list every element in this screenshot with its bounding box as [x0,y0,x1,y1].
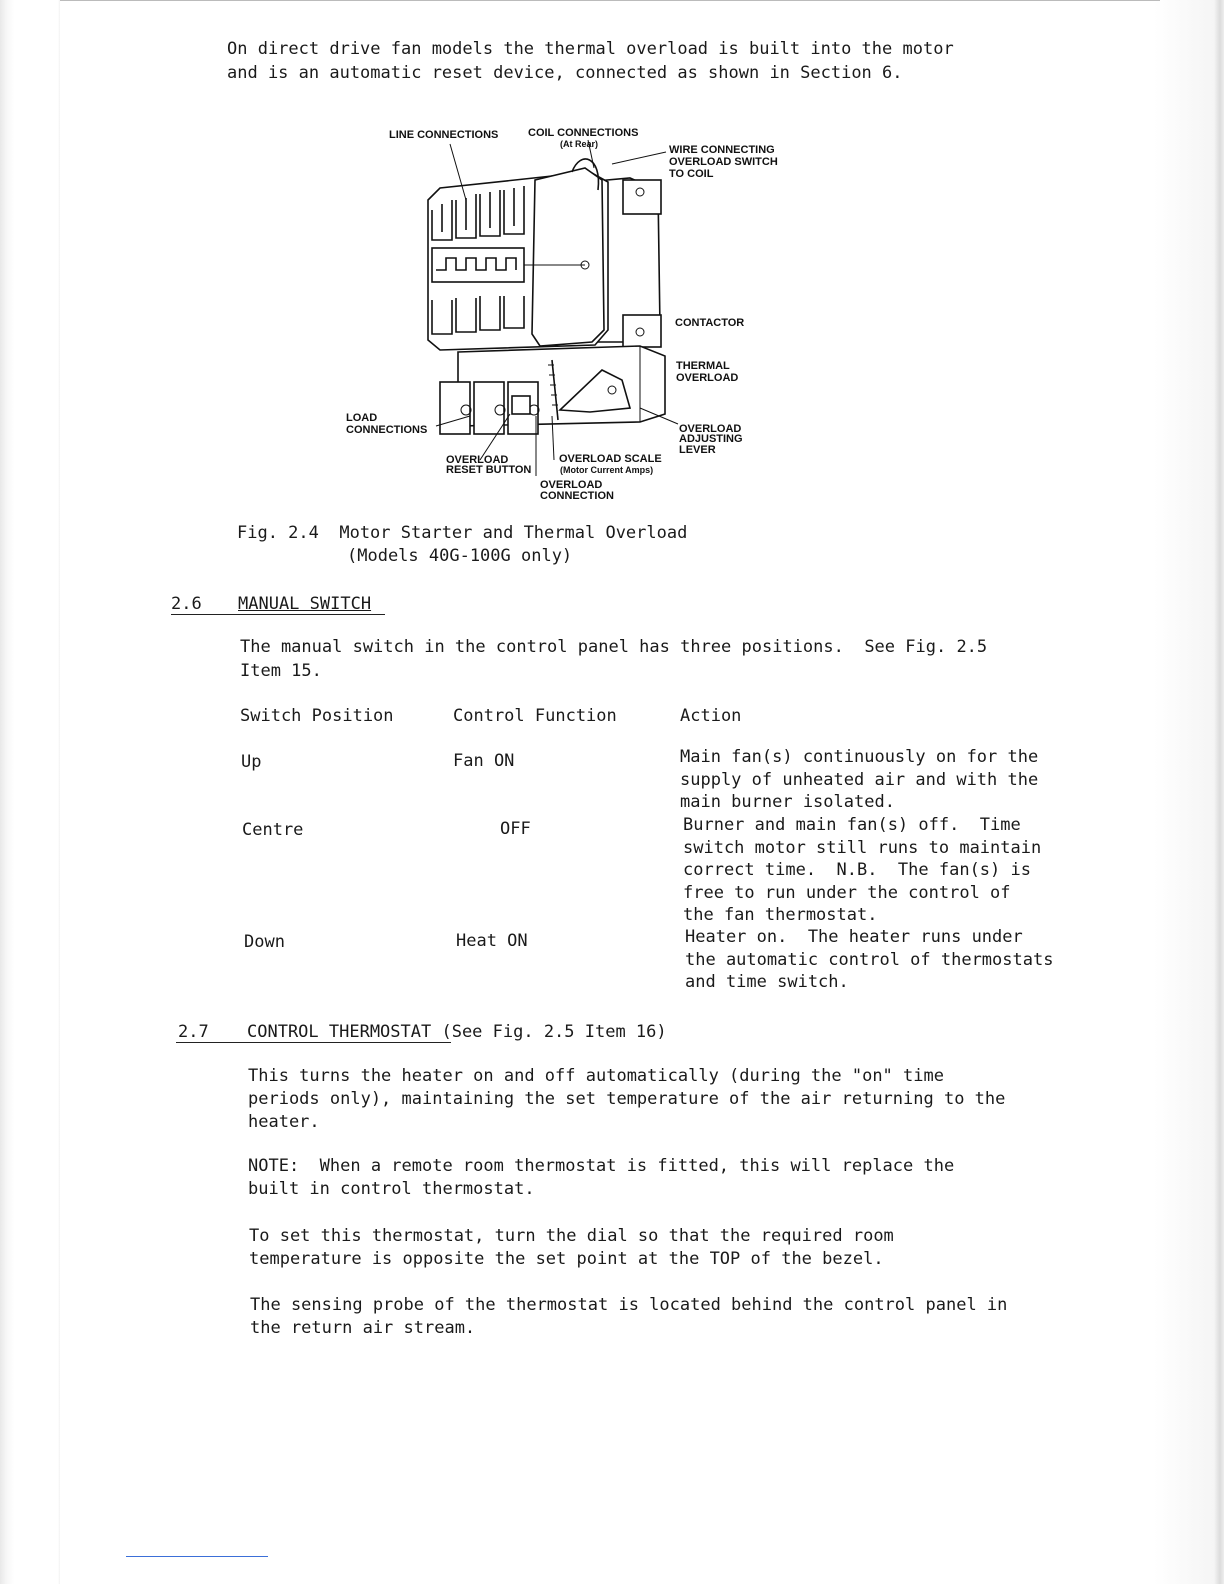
scan-top-edge [60,0,1160,1]
section-2-6-number: 2.6 [171,594,202,614]
label-wire-connecting-3: TO COIL [669,168,714,180]
intro-line-1: On direct drive fan models the thermal overload is built into the motor [227,39,954,59]
label-wire-connecting-2: OVERLOAD SWITCH [669,156,778,168]
label-overload-scale: OVERLOAD SCALE [559,453,662,465]
label-load-2: CONNECTIONS [346,424,428,436]
label-overload-scale-sub: (Motor Current Amps) [560,465,654,475]
table-row-down-position: Down [244,932,285,952]
figure-caption-line-1: Fig. 2.4 Motor Starter and Thermal Overload [237,523,688,543]
scan-left-edge [0,0,60,1584]
bottom-edge-mark [126,1556,268,1557]
table-row-up-function: Fan ON [453,751,515,771]
table-row-centre-function: OFF [500,819,531,839]
section-2-7-number: 2.7 [178,1022,209,1042]
label-contactor: CONTACTOR [675,317,745,329]
label-line-connections: LINE CONNECTIONS [389,129,499,141]
table-row-centre-position: Centre [242,820,304,840]
table-row-down-action: Heater on. The heater runs under the automatic control of thermostats and time switch. [685,927,1054,992]
label-load-1: LOAD [346,412,378,424]
label-coil-connections-sub: (At Rear) [560,139,599,149]
coil-cover [532,168,604,346]
section-2-7-title: CONTROL THERMOSTAT [247,1022,432,1042]
label-coil-connections: COIL CONNECTIONS [528,127,639,139]
section-2-6-rule [171,614,385,615]
label-lever-1: OVERLOAD [679,423,742,435]
section-2-7-para-3: The sensing probe of the thermostat is located behind the control panel in the return air stream. [250,1295,1008,1338]
label-thermal-1: THERMAL [676,360,730,372]
intro-line-2: and is an automatic reset device, connected as shown in Section 6. [227,63,903,83]
table-header-control-function: Control Function [453,706,617,726]
label-reset-2: RESET BUTTON [446,464,532,476]
label-overload-connection-1: OVERLOAD [540,479,603,491]
table-row-up-action: Main fan(s) continuously on for the supply of unheated air and with the main burner isolated. [680,747,1039,812]
label-overload-connection-2: CONNECTION [540,490,614,502]
contactor-top-bracket [623,180,661,214]
table-row-up-position: Up [241,752,262,772]
label-thermal-2: OVERLOAD [676,372,739,384]
label-lever-3: LEVER [679,444,716,456]
section-2-6-intro-1: The manual switch in the control panel has three positions. See Fig. 2.5 [240,637,988,657]
section-2-7-heading [247,1021,667,1044]
figure-caption-line-2: (Models 40G-100G only) [347,546,573,566]
middle-contacts [432,248,524,282]
section-2-7-para-2: To set this thermostat, turn the dial so that the required room temperature is opposite the set point at the TOP of the bezel. [249,1226,894,1269]
label-reset-1: OVERLOAD [446,454,509,466]
label-lever-2: ADJUSTING [679,433,743,445]
table-row-down-function: Heat ON [456,931,528,951]
section-2-6-title: MANUAL SWITCH [238,594,372,614]
reset-button-shape [512,396,530,414]
section-2-7-title-suffix: (See Fig. 2.5 Item 16) [431,1022,667,1042]
section-2-7-para-1: This turns the heater on and off automatically (during the "on" time periods only), maintaining the set temperature of the air returning to the heater. [248,1066,1006,1132]
table-row-centre-action: Burner and main fan(s) off. Time switch motor still runs to maintain correct time. N.B. The fan(s) is free to run under the control of the fan thermostat. [683,815,1042,925]
table-header-action: Action [680,706,742,726]
section-2-6-intro-2: Item 15. [240,661,322,681]
label-wire-connecting-1: WIRE CONNECTING [669,144,775,156]
motor-starter-diagram [340,120,800,510]
scan-right-edge [1154,0,1224,1584]
table-header-switch-position: Switch Position [240,706,394,726]
contactor-bottom-bracket [623,315,661,347]
section-2-7-note: NOTE: When a remote room thermostat is fitted, this will replace the built in control thermostat. [248,1156,955,1199]
